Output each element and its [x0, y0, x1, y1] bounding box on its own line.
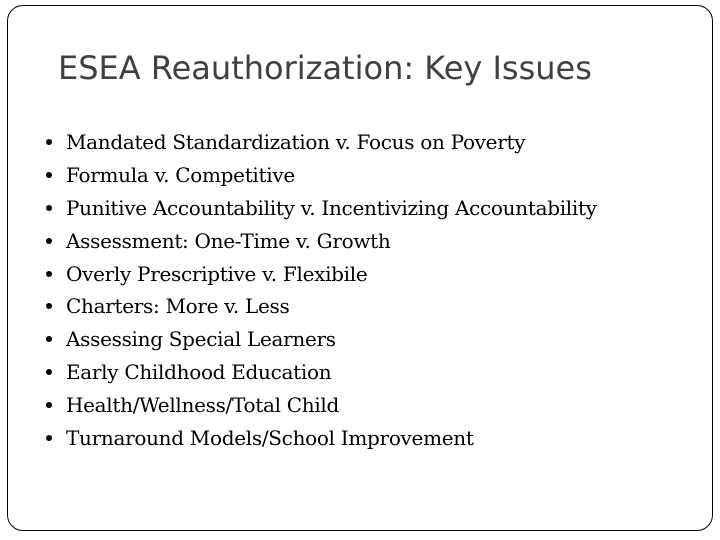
list-item [44, 159, 597, 192]
list-item [44, 388, 597, 421]
bullet-dot-icon [46, 303, 52, 309]
bullet-text: Health/Wellness/Total Child [66, 392, 340, 417]
bullet-dot-icon [46, 336, 52, 342]
list-item [44, 126, 597, 159]
bullet-dot-icon [46, 435, 52, 441]
list-item [44, 323, 597, 356]
bullet-text: Turnaround Models/School Improvement [66, 425, 474, 450]
bullet-dot-icon [46, 271, 52, 277]
bullet-text: Punitive Accountability v. Incentivizing Accountability [66, 195, 597, 220]
bullet-dot-icon [46, 205, 52, 211]
bullet-dot-icon [46, 139, 52, 145]
bullet-dot-icon [46, 369, 52, 375]
bullet-dot-icon [46, 172, 52, 178]
bullet-text: Formula v. Competitive [66, 163, 295, 188]
bullet-dot-icon [46, 402, 52, 408]
list-item [44, 257, 597, 290]
bullet-text: Mandated Standardization v. Focus on Poverty [66, 130, 526, 155]
bullet-dot-icon [46, 238, 52, 244]
bullet-text: Assessing Special Learners [66, 327, 336, 352]
bullet-text: Early Childhood Education [66, 359, 332, 384]
list-item [44, 356, 597, 389]
bullet-text: Overly Prescriptive v. Flexibile [66, 261, 368, 286]
list-item [44, 192, 597, 225]
slide-title: ESEA Reauthorization: Key Issues [58, 49, 592, 87]
bullet-text: Charters: More v. Less [66, 294, 290, 319]
list-item [44, 224, 597, 257]
bullet-list [44, 126, 597, 454]
list-item [44, 421, 597, 454]
list-item [44, 290, 597, 323]
bullet-text: Assessment: One-Time v. Growth [66, 228, 391, 253]
